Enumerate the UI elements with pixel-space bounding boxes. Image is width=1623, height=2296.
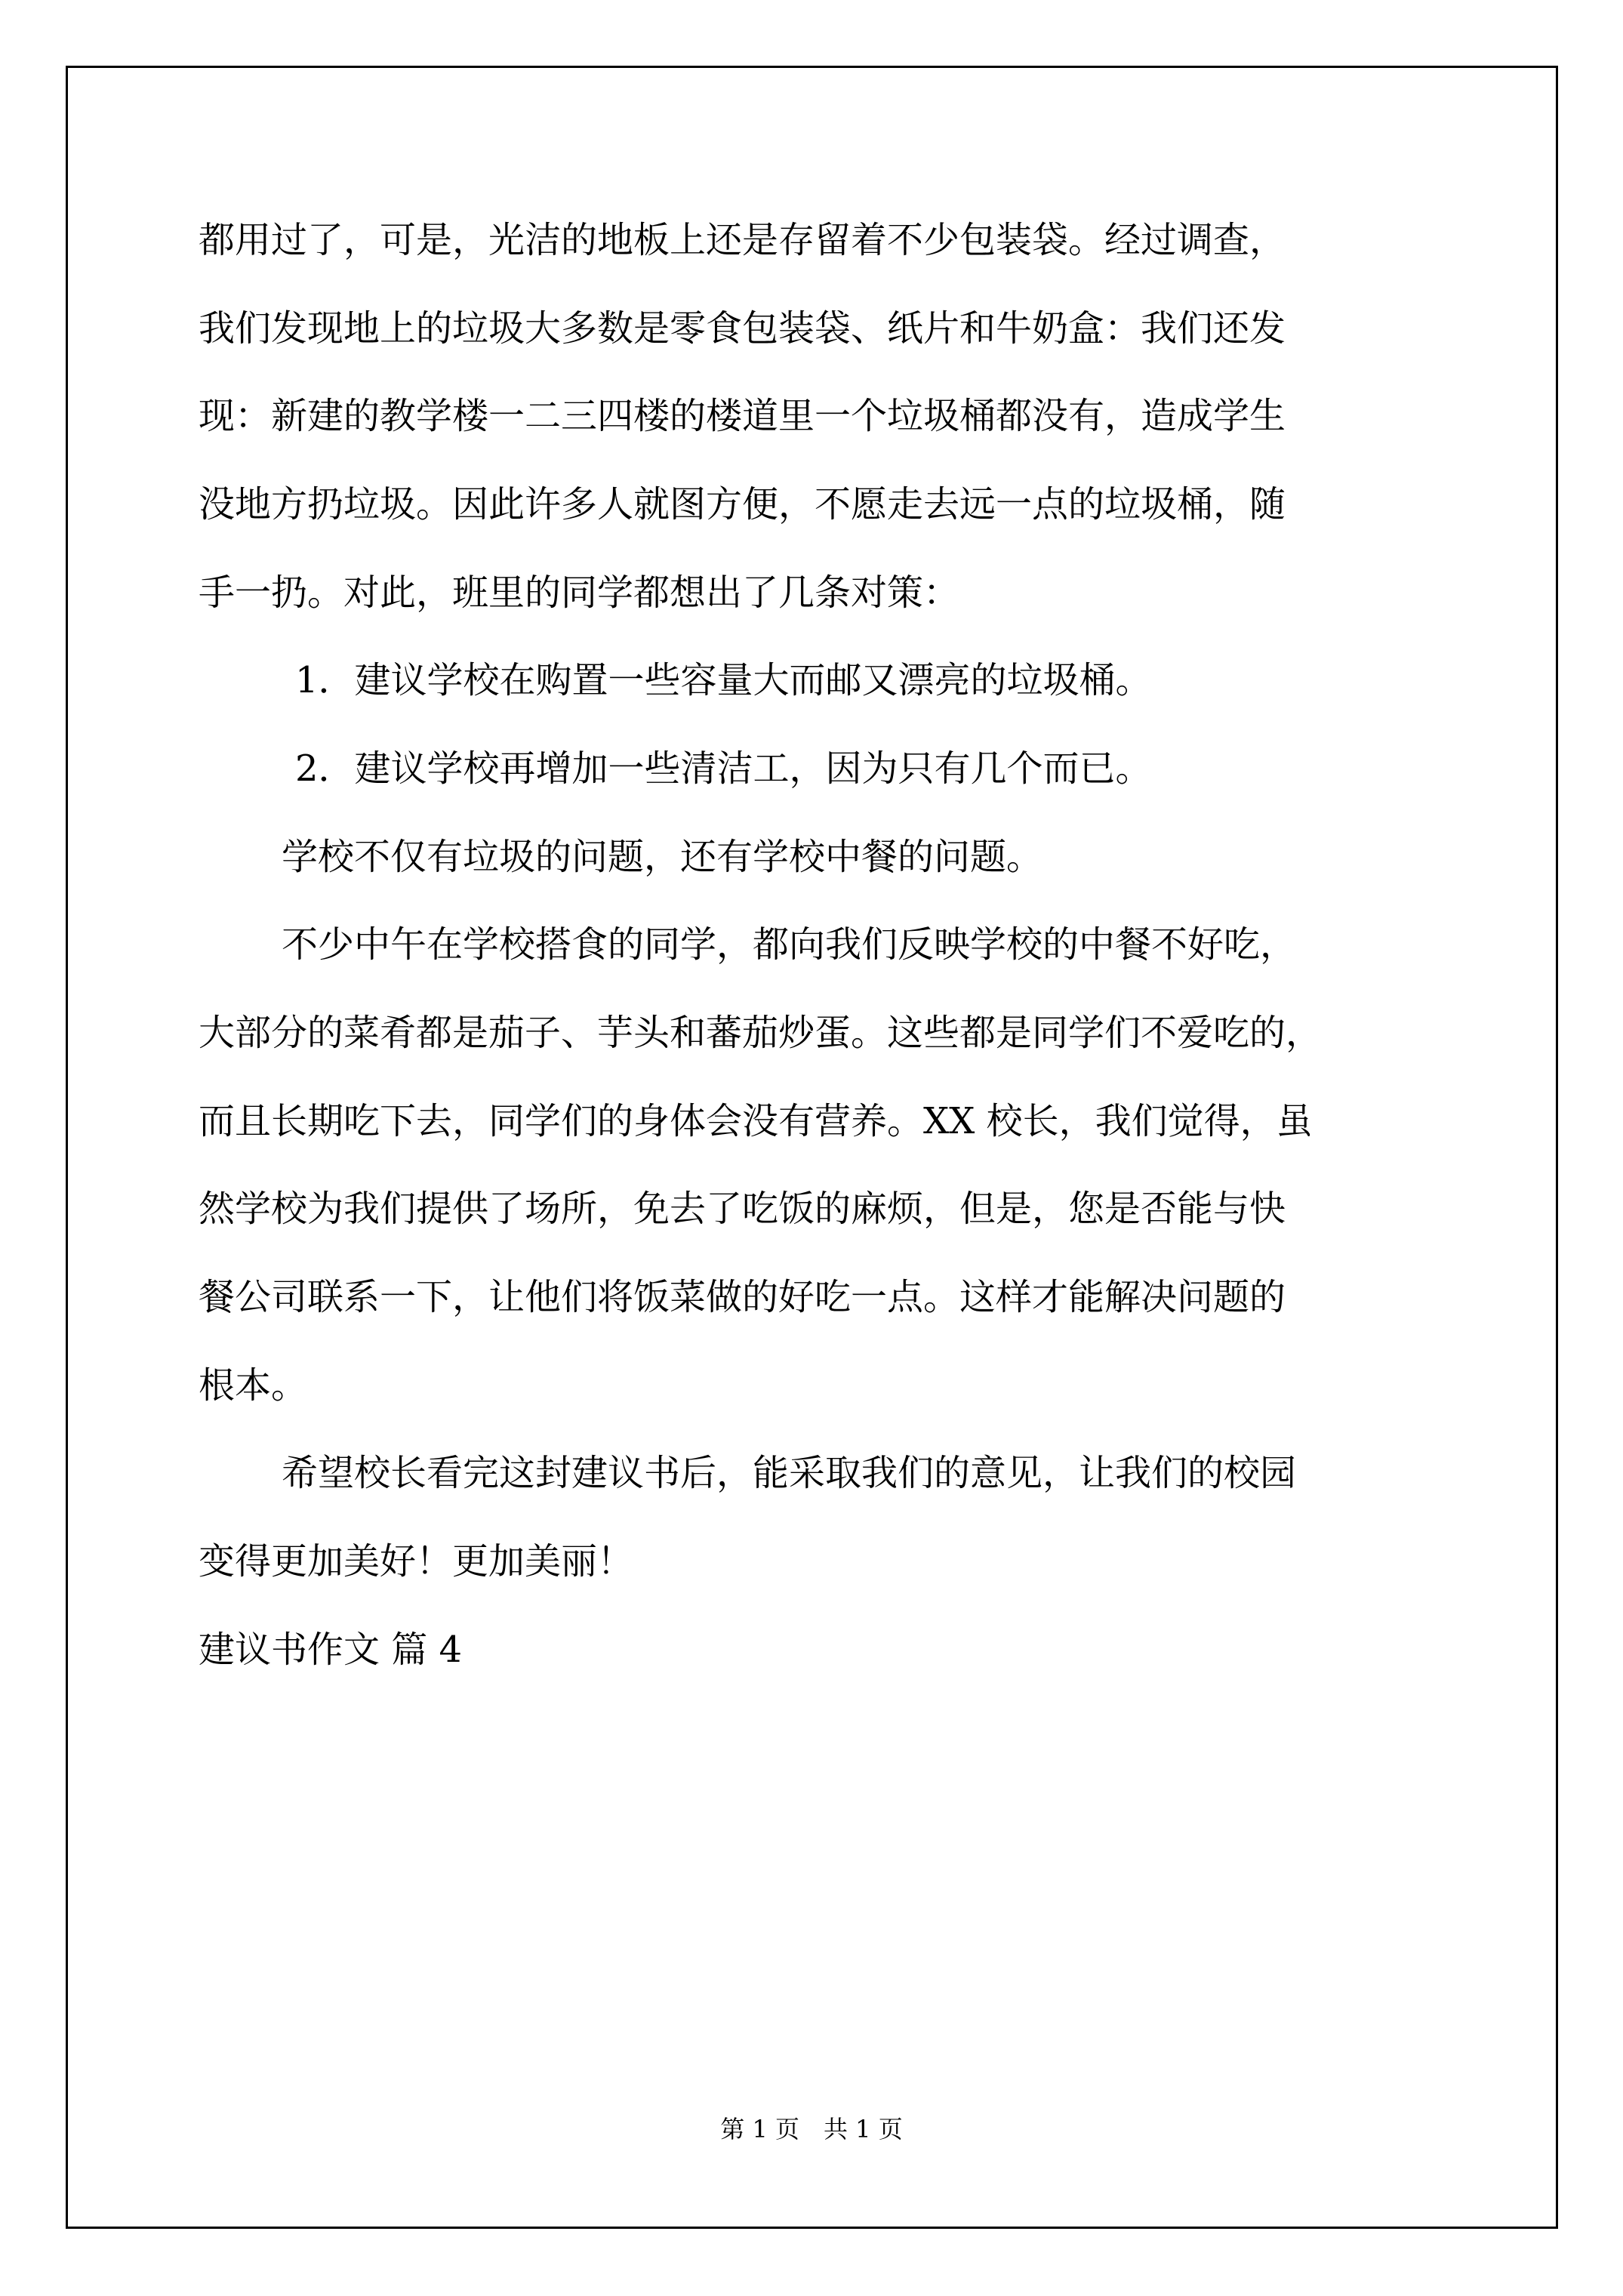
paragraph-start: 不少中午在学校搭食的同学，都向我们反映学校的中餐不好吃， bbox=[282, 923, 1297, 966]
text-line: 大部分的菜肴都是茄子、芋头和蕃茄炒蛋。这些都是同学们不爱吃的， bbox=[199, 1012, 1323, 1054]
text-line: 根本。 bbox=[199, 1364, 308, 1407]
paragraph-start: 学校不仅有垃圾的问题，还有学校中餐的问题。 bbox=[282, 836, 1043, 878]
text-line: 手一扔。对此，班里的同学都想出了几条对策： bbox=[199, 572, 960, 614]
text-line: 现：新建的教学楼一二三四楼的楼道里一个垃圾桶都没有，造成学生 bbox=[199, 395, 1286, 437]
text-line: 餐公司联系一下，让他们将饭菜做的好吃一点。这样才能解决问题的 bbox=[199, 1276, 1286, 1318]
list-item: 1．建议学校在购置一些容量大而邮又漂亮的垃圾桶。 bbox=[295, 659, 1152, 701]
text-line: 变得更加美好！更加美丽！ bbox=[199, 1540, 634, 1583]
text-line: 然学校为我们提供了场所，免去了吃饭的麻烦，但是，您是否能与快 bbox=[199, 1188, 1286, 1230]
text-line: 没地方扔垃圾。因此许多人就图方便，不愿走去远一点的垃圾桶，随 bbox=[199, 483, 1286, 525]
section-heading: 建议书作文 篇 4 bbox=[199, 1629, 463, 1671]
text-line: 我们发现地上的垃圾大多数是零食包装袋、纸片和牛奶盒：我们还发 bbox=[199, 307, 1286, 350]
list-item: 2．建议学校再增加一些清洁工，因为只有几个而已。 bbox=[295, 747, 1152, 790]
text-line: 都用过了，可是，光洁的地板上还是存留着不少包装袋。经过调查， bbox=[199, 219, 1286, 261]
text-line: 而且长期吃下去，同学们的身体会没有营养。XX 校长，我们觉得，虽 bbox=[199, 1100, 1313, 1142]
page-footer: 第 1 页 共 1 页 bbox=[720, 2115, 903, 2143]
paragraph-start: 希望校长看完这封建议书后，能采取我们的意见，让我们的校园 bbox=[282, 1452, 1297, 1494]
